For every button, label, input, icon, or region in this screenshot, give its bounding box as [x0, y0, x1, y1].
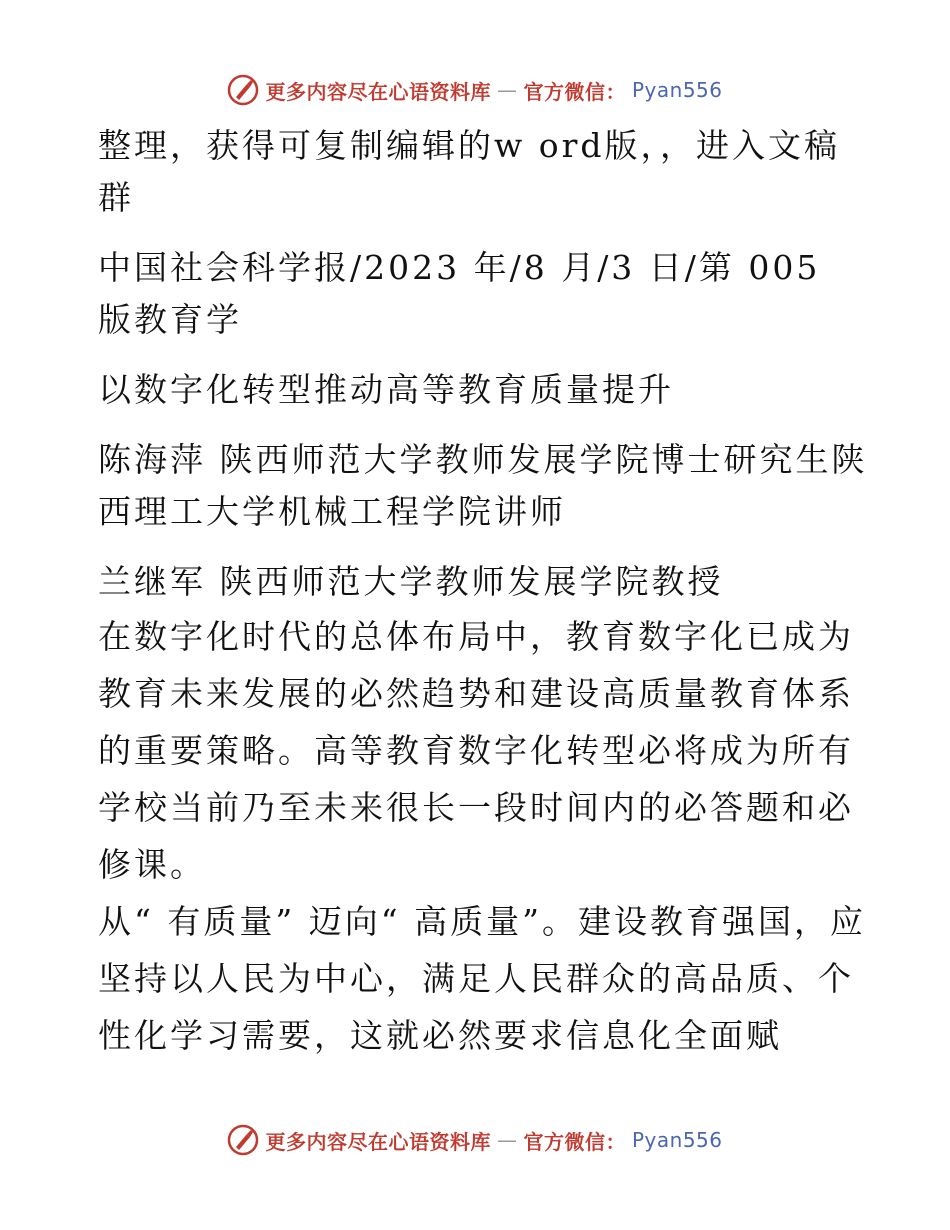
author-1: 陈海萍 陕西师范大学教师发展学院博士研究生陕西理工大学机械工程学院讲师	[98, 440, 868, 531]
header-banner	[0, 70, 950, 110]
header-contact-label: 官方微信：	[523, 79, 626, 104]
author-2: 兰继军 陕西师范大学教师发展学院教授	[98, 562, 724, 601]
header-brand-text: 更多内容尽在心语资料库	[265, 79, 491, 104]
pen-logo-icon	[227, 74, 259, 106]
pen-logo-icon	[227, 1124, 259, 1156]
header-dash: —	[496, 78, 518, 102]
footer-brand-text: 更多内容尽在心语资料库	[265, 1129, 491, 1154]
footer-banner	[0, 1120, 950, 1160]
footer-contact-id: Pyan556	[631, 1128, 723, 1152]
header-contact-id: Pyan556	[631, 78, 723, 102]
paragraph-2: 从“ 有质量” 迈向“ 高质量”。建设教育强国，应坚持以人民为中心，满足人民群众的高品质、个性化学习需要，这就必然要求信息化全面赋	[98, 902, 866, 1055]
paragraph-1: 在数字化时代的总体布局中，教育数字化已成为教育未来发展的必然趋势和建设高质量教育体系的重要策略。高等教育数字化转型必将成为所有学校当前乃至未来很长一段时间内的必答题和必修课。	[98, 617, 854, 884]
article-title: 以数字化转型推动高等教育质量提升	[98, 370, 674, 409]
footer-dash: —	[496, 1128, 518, 1152]
intro-line: 整理，获得可复制编辑的w ord版，，进入文稿群	[98, 126, 841, 217]
source-line: 中国社会科学报/2023 年/8 月/3 日/第 005 版教育学	[98, 248, 821, 339]
footer-contact-label: 官方微信：	[523, 1129, 626, 1154]
document-body	[98, 120, 868, 1064]
